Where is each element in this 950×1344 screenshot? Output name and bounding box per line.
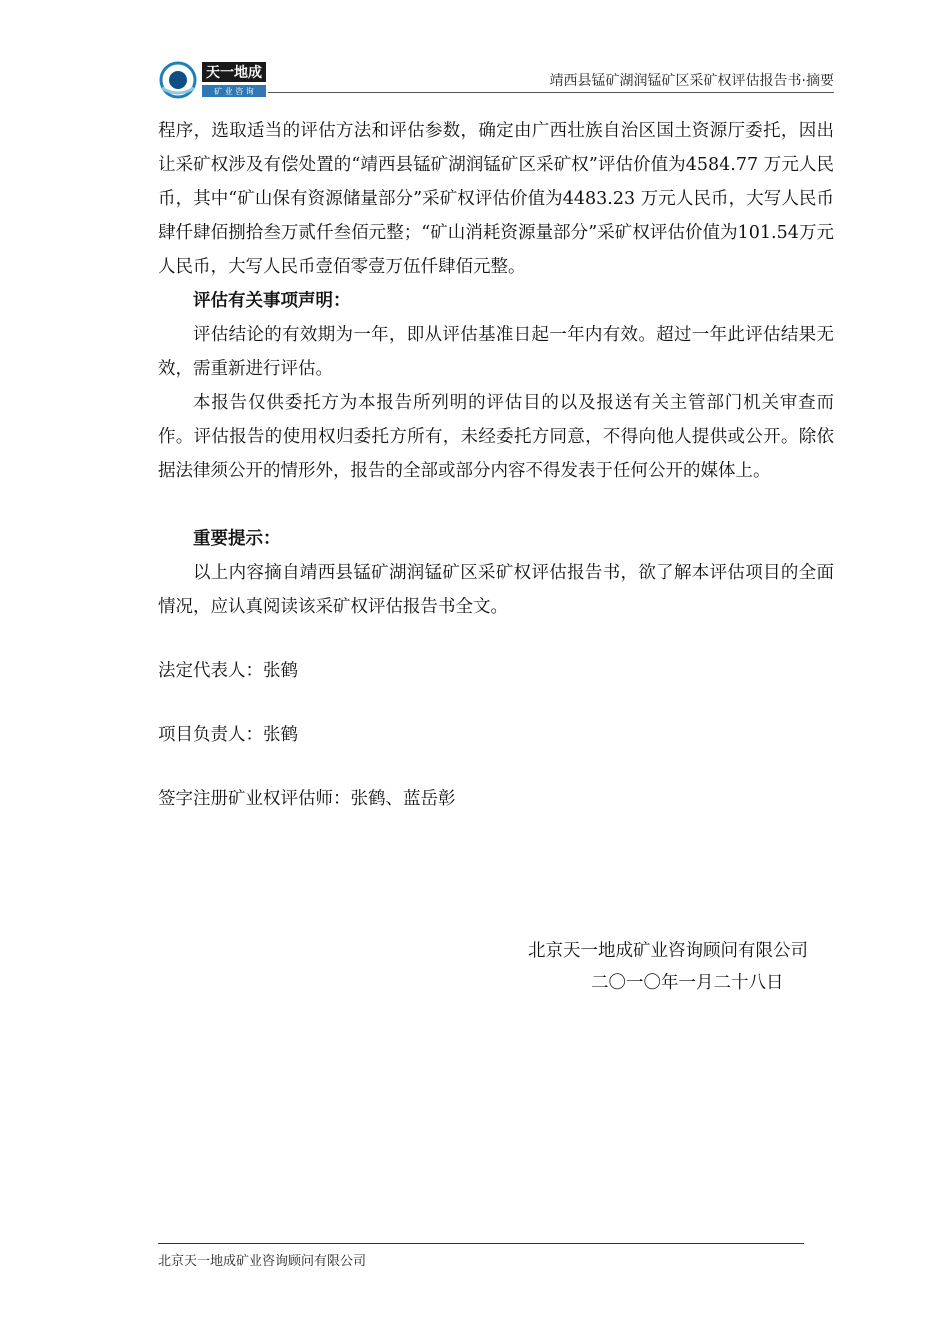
spacer [158,624,834,654]
signature-date: 二〇一〇年一月二十八日 [591,973,784,993]
paragraph-notice: 以上内容摘自靖西县锰矿湖润锰矿区采矿权评估报告书，欲了解本评估项目的全面情况，应认真阅读该采矿权评估报告书全文。 [158,563,834,617]
logo-subtext: 矿 业 咨 询 [214,87,254,96]
footer-company: 北京天一地成矿业咨询顾问有限公司 [158,1254,367,1269]
project-lead: 项目负责人：张鹤 [158,725,298,745]
paragraph-conclusion: 程序，选取适当的评估方法和评估参数，确定由广西壮族自治区国土资源厅委托，因出让采矿权涉及有偿处置的“靖西县锰矿湖润锰矿区采矿权”评估价值为4584.77 万元人民币，其中“矿山保有资源储量部分”采矿权评估价值为4483.23 万元人民币，大写人民币肆仟肆佰捌拾叁万贰仟叁佰元整；“矿山消耗资源量部分”采矿权评估价值为101.54万元人民币，大写人民币壹佰零壹万伍仟肆佰元整。 [158,121,834,277]
spacer [158,752,834,782]
logo-globe-icon [158,58,270,102]
signature-company: 北京天一地成矿业咨询顾问有限公司 [528,941,808,961]
heading-statement: 评估有关事项声明： [193,291,351,311]
paragraph-usage: 本报告仅供委托方为本报告所列明的评估目的以及报送有关主管部门机关审查而作。评估报告的使用权归委托方所有，未经委托方同意，不得向他人提供或公开。除依据法律须公开的情形外，报告的全部或部分内容不得发表于任何公开的媒体上。 [158,393,834,481]
footer-divider [158,1243,804,1244]
spacer [158,488,834,522]
header-title: 靖西县锰矿湖润锰矿区采矿权评估报告书·摘要 [549,73,834,89]
registered-appraisers: 签字注册矿业权评估师：张鹤、蓝岳彰 [158,789,456,809]
logo-text: 天一地成 [206,65,262,81]
header-divider [268,92,834,93]
company-logo [158,58,270,102]
heading-notice: 重要提示： [193,529,281,549]
page-header [158,58,834,102]
document-body [158,114,834,816]
paragraph-validity: 评估结论的有效期为一年，即从评估基准日起一年内有效。超过一年此评估结果无效，需重新进行评估。 [158,325,834,379]
legal-representative: 法定代表人：张鹤 [158,661,298,681]
spacer [158,688,834,718]
